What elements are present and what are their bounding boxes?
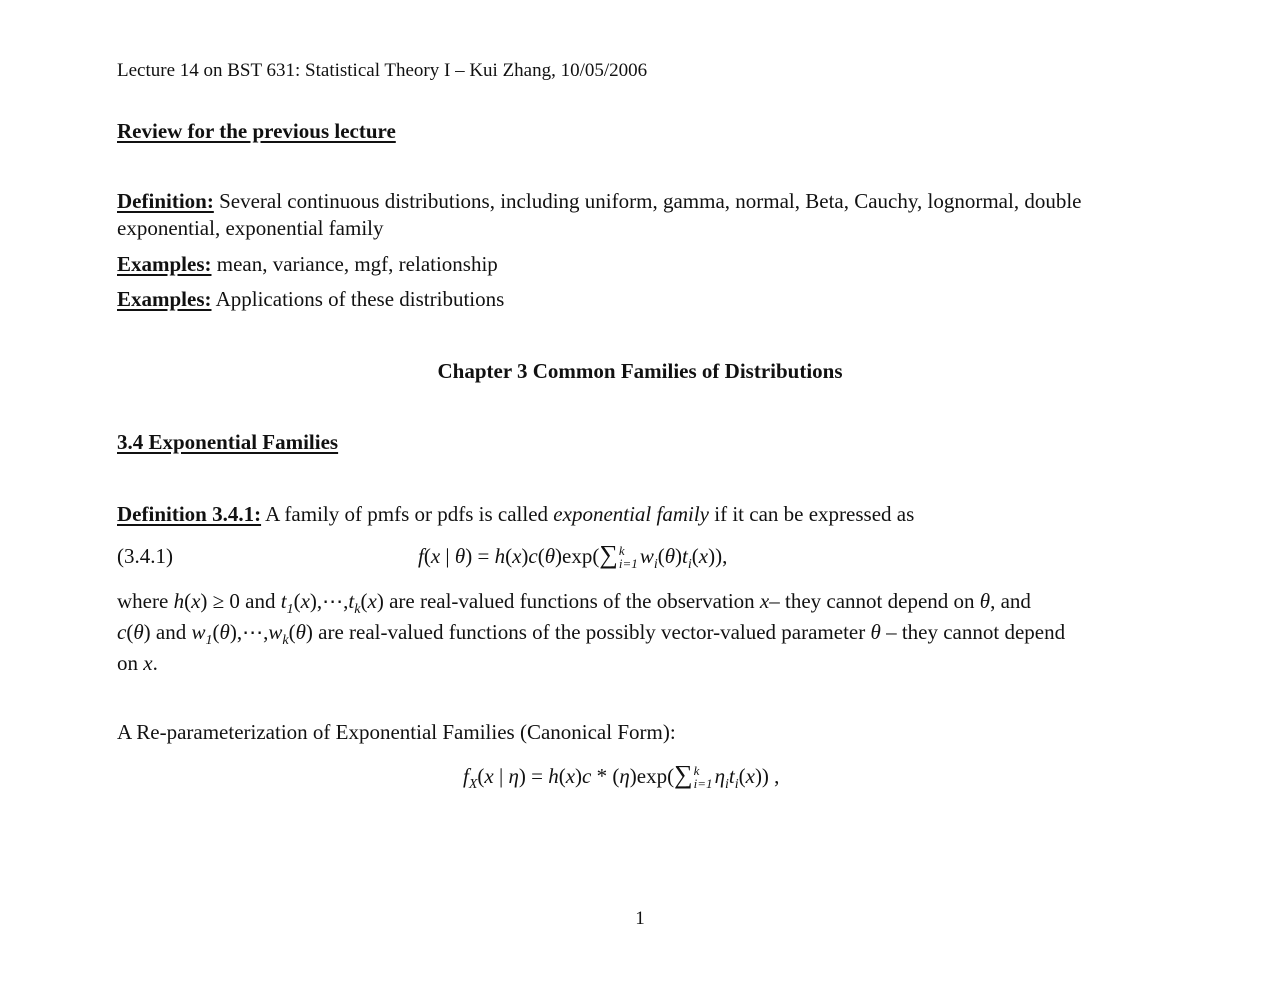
definition-341-text: A family of pmfs or pdfs is called xyxy=(261,502,554,526)
review-definition xyxy=(117,188,1167,242)
review-heading: Review for the previous lecture xyxy=(117,119,396,143)
definition-341 xyxy=(117,501,914,527)
review-examples-2 xyxy=(117,286,504,312)
page-number: 1 xyxy=(635,908,645,929)
section-heading: 3.4 Exponential Families xyxy=(117,430,339,454)
definition-341-text-after: if it can be expressed as xyxy=(709,502,915,526)
definition-explanation: where h(x) ≥ 0 and $t_1(x),\cdots,t_k(x)$ are real-valued functions of the observation x– they cannot depend on θ, and c(θ) and $w_1(\theta),\cdots,w_k(\theta)$ are real-valued functions of the possibly vector-valued parameter θ – they cannot depend on x. xyxy=(117,589,1066,675)
chapter-title: Chapter 3 Common Families of Distributions xyxy=(437,359,843,383)
equation-label: (3.4.1) xyxy=(117,544,173,568)
examples-text: mean, variance, mgf, relationship xyxy=(211,252,498,276)
definition-341-term: exponential family xyxy=(553,502,710,526)
examples-label: Examples: xyxy=(117,287,212,311)
definition-341-label: Definition 3.4.1: xyxy=(117,502,262,526)
examples-label: Examples: xyxy=(117,252,212,276)
review-examples-1 xyxy=(117,251,498,277)
examples-text: Applications of these distributions xyxy=(211,287,505,311)
definition-label: Definition: xyxy=(117,189,214,213)
definition-text-line2: exponential, exponential family xyxy=(117,216,384,240)
canonical-form-equation: $f_X(x$ | η) = h(x)c * (η)exp(∑ k i=1 $\eta_it_i(x)$) , xyxy=(463,760,780,792)
definition-text-line1: Several continuous distributions, including uniform, gamma, normal, Beta, Cauchy, lognormal, double xyxy=(213,189,1082,213)
canonical-form-intro: A Re-parameterization of Exponential Families (Canonical Form): xyxy=(117,720,676,744)
exponential-family-equation: f(x | θ) = h(x)c(θ)exp(∑ k i=1 $w_i(\theta)t_i(x)$), xyxy=(418,540,728,572)
page-header: Lecture 14 on BST 631: Statistical Theory I – Kui Zhang, 10/05/2006 xyxy=(117,60,648,81)
